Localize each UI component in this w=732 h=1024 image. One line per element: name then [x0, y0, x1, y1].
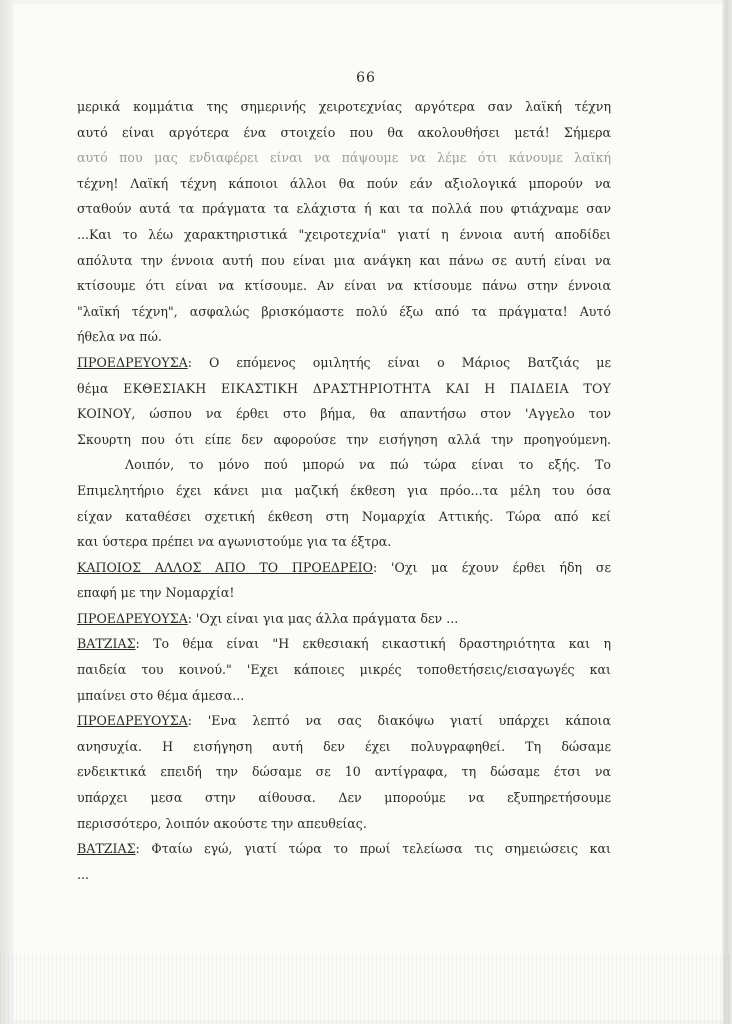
speech-text: : Φταίω εγώ, γιατί τώρα το πρωί τελείωσα τις σημειώσεις και	[135, 841, 611, 857]
text-line: επαφή με την Νομαρχία!	[77, 585, 235, 601]
speaker-name: ΠΡΟΕΔΡΕΥΟΥΣΑ	[77, 354, 188, 370]
text-line: κτίσουμε ότι είναι να κτίσουμε. Αν είναι να κτίσουμε πάνω στην έννοια	[77, 278, 611, 294]
text-line: ...Και το λέω χαρακτηριστικά "χειροτεχνία" γιατί η έννοια αυτή αποδίδει	[77, 226, 611, 242]
text-line: σταθούν αυτά τα πράγματα τα ελάχιστα ή και τα πολλά που φτιάχναμε σαν	[77, 201, 611, 217]
page-number: 66	[356, 70, 376, 86]
text-line: μπαίνει στο θέμα άμεσα...	[77, 687, 245, 703]
speech-text: : 'Οχι είναι για μας άλλα πράγματα δεν ...	[187, 610, 459, 626]
text-line: τέχνη! Λαϊκή τέχνη κάποιοι άλλοι θα πούν εάν αξιολογικά μπορούν να	[77, 175, 611, 191]
text-line: ήθελα να πώ.	[77, 329, 162, 345]
text-line: Λοιπόν, το μόνο πού μπορώ να πώ τώρα είναι το εξής. Το	[125, 457, 611, 473]
text-line: Επιμελητήριο έχει κάνει μια μαζική έκθεση για πρόο...τα μέλη του όσα	[77, 482, 611, 498]
text-line: παιδεία του κοινού." 'Εχει κάποιες μικρές τοποθετήσεις/εισαγωγές και	[77, 662, 611, 678]
transcript-body	[77, 94, 611, 887]
text-line: είχαν καταθέσει σχετική έκθεση στη Νομαρχία Αττικής. Τώρα από κεί	[77, 508, 611, 524]
speaker-name: ΚΑΠΟΙΟΣ ΑΛΛΟΣ ΑΠΟ ΤΟ ΠΡΟΕΔΡΕΙΟ	[77, 559, 373, 575]
scan-edge-left	[0, 0, 12, 1024]
text-line: αυτό που μας ενδιαφέρει είναι να πάψουμε να λέμε ότι κάνουμε λαϊκή	[77, 150, 611, 166]
text-line: "λαϊκή τέχνη", ασφαλώς βρισκόμαστε πολύ έξω από τα πράγματα! Αυτό	[77, 303, 611, 319]
speaker-name: ΠΡΟΕΔΡΕΥΟΥΣΑ	[77, 610, 188, 626]
text-line: αυτό είναι αργότερα ένα στοιχείο που θα ακολουθήσει μετά! Σήμερα	[77, 124, 611, 140]
text-line: ανησυχία. Η εισήγηση αυτή δεν έχει πολυγραφηθεί. Τη δώσαμε	[77, 738, 611, 754]
speaker-line	[77, 606, 611, 632]
text-line: υπάρχει μεσα στην αίθουσα. Δεν μπορούμε να εξυπηρετήσουμε	[77, 790, 611, 806]
speaker-line	[77, 555, 611, 581]
speaker-line	[77, 836, 611, 862]
speaker-name: ΒΑΤΖΙΑΣ	[77, 841, 136, 857]
text-line: θέμα ΕΚΘΕΣΙΑΚΗ ΕΙΚΑΣΤΙΚΗ ΔΡΑΣΤΗΡΙΟΤΗΤΑ ΚΑΙ Η ΠΑΙΔΕΙΑ ΤΟΥ	[77, 380, 611, 396]
text-line: ...	[77, 866, 90, 882]
text-line: περισσότερο, λοιπόν ακούστε την απευθείας.	[77, 815, 367, 831]
speaker-line	[77, 708, 611, 734]
speech-text: : 'Ενα λεπτό να σας διακόψω γιατί υπάρχει κάποια	[187, 713, 611, 729]
text-line: Σκουρτη που ότι είπε δεν αφορούσε την εισήγηση αλλά την προηγούμενη.	[77, 431, 611, 447]
scan-noise	[0, 954, 732, 1024]
speaker-name: ΠΡΟΕΔΡΕΥΟΥΣΑ	[77, 713, 188, 729]
speech-text: : 'Οχι μα έχουν έρθει ήδη σε	[372, 559, 612, 575]
speech-text: : Το θέμα είναι "Η εκθεσιακή εικαστική δραστηριότητα και η	[135, 636, 611, 652]
speaker-line	[77, 350, 611, 376]
speech-text: : Ο επόμενος ομιλητής είναι ο Μάριος Βατζιάς με	[187, 354, 611, 370]
text-line: απόλυτα την έννοια αυτή που είναι μια ανάγκη και πάνω σε αυτή είναι να	[77, 252, 611, 268]
text-line: μερικά κομμάτια της σημερινής χειροτεχνίας αργότερα σαν λαϊκή τέχνη	[77, 99, 611, 114]
speaker-line	[77, 631, 611, 657]
text-line: και ύστερα πρέπει να αγωνιστούμε για τα έξτρα.	[77, 534, 392, 550]
scan-edge-right	[722, 0, 732, 1024]
speaker-name: ΒΑΤΖΙΑΣ	[77, 636, 136, 652]
text-line: ενδεικτικά επειδή την δώσαμε σε 10 αντίγραφα, τη δώσαμε έτσι να	[77, 764, 611, 780]
text-line: ΚΟΙΝΟΥ, ώσπου να έρθει στο βήμα, θα απαντήσω στον 'Αγγελο τον	[77, 406, 611, 422]
